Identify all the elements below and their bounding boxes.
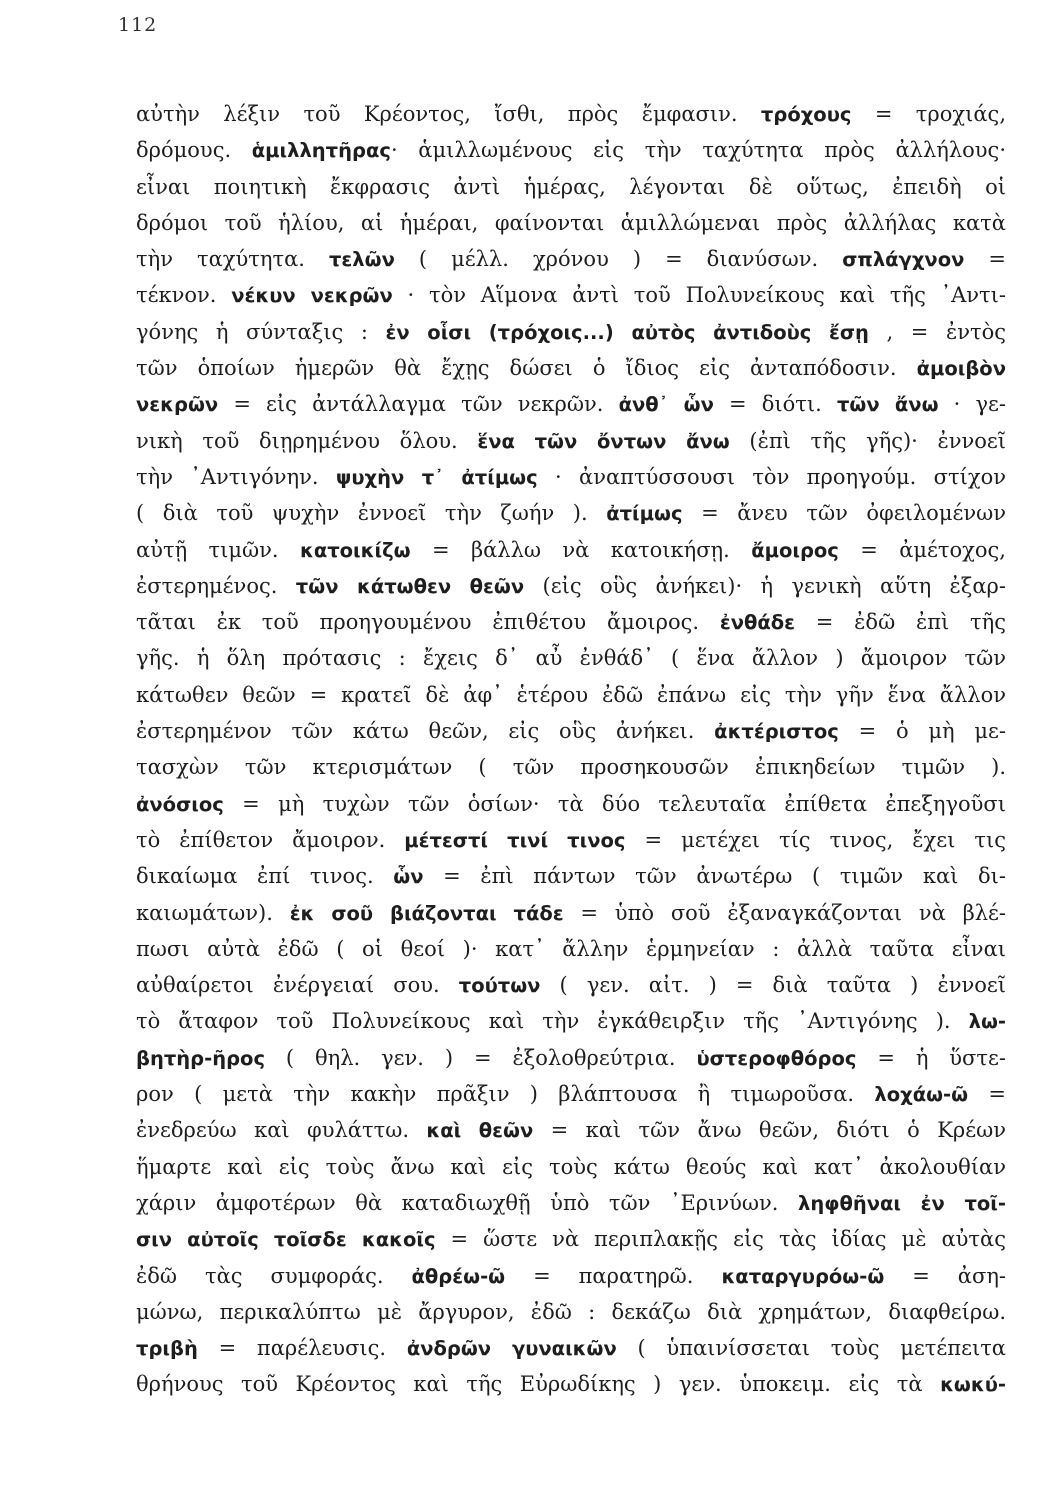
text-line [136, 1258, 1006, 1294]
gloss-text: · ἀναπτύσσουσι τὸν προηγούμ. στίχον [537, 464, 1006, 489]
gloss-text: = ἄνευ τῶν ὀφειλομένων [682, 501, 1006, 526]
text-line [136, 132, 1006, 168]
lemma-term: σιν αὐτοῖς τοῖσδε κακοῖς [136, 1228, 436, 1252]
lemma-term: ἀθρέω-ῶ [411, 1264, 506, 1288]
lemma-term: τελῶν [328, 248, 395, 272]
gloss-text: ἥμαρτε καὶ εἰς τοὺς ἄνω καὶ εἰς τοὺς κάτω θεούς καὶ κατ᾽ ἀκολουθίαν [136, 1154, 1006, 1179]
text-line [136, 532, 1006, 568]
gloss-text: γόνης ἡ σύνταξις : [136, 319, 386, 344]
text-line [136, 350, 1006, 386]
gloss-text: τᾶται ἐκ τοῦ προηγουμένου ἐπιθέτου ἄμοιρος. [136, 610, 720, 635]
gloss-text: = ἐπὶ πάντων τῶν ἀνωτέρω ( τιμῶν καὶ δι- [423, 864, 1006, 889]
text-line [136, 858, 1006, 894]
lemma-term: τῶν κάτωθεν θεῶν [295, 574, 525, 598]
lemma-term: ἄμοιρος [751, 538, 839, 562]
gloss-text: ἐστερημένος. [136, 573, 296, 598]
lemma-term: καταργυρόω-ῶ [721, 1264, 885, 1288]
text-line [136, 822, 1006, 858]
gloss-text: αὐτῇ τιμῶν. [136, 537, 300, 562]
gloss-text: = διότι. [713, 392, 837, 417]
lemma-term: ὧν [393, 865, 424, 889]
lemma-term: κατοικίζω [299, 538, 411, 562]
lemma-term: βητὴρ-ῆρος [136, 1046, 266, 1070]
gloss-text: μώνω, περικαλύπτω μὲ ἄργυρον, ἐδῶ : δεκάζω διὰ χρημάτων, διαφθείρω. [136, 1299, 1006, 1324]
lemma-term: καὶ θεῶν [426, 1119, 534, 1143]
text-line [136, 1076, 1006, 1112]
gloss-text: κάτωθεν θεῶν = κρατεῖ δὲ ἀφ᾽ ἑτέρου ἐδῶ ἐπάνω εἰς τὴν γῆν ἕνα ἄλλον [136, 682, 1006, 707]
commentary-text [136, 96, 1006, 1403]
gloss-text: ἐστερημένον τῶν κάτω θεῶν, εἰς οὓς ἀνήκει. [136, 719, 715, 744]
text-line [136, 423, 1006, 459]
lemma-term: ἀτίμως [606, 502, 683, 526]
gloss-text: = παρέλευσις. [197, 1336, 407, 1361]
gloss-text: τῶν ὁποίων ἡμερῶν θὰ ἔχῃς δώσει ὁ ἴδιος εἰς ἀνταπόδοσιν. [136, 356, 917, 381]
gloss-text: (ἐπὶ τῆς γῆς)· ἐννοεῖ [729, 428, 1006, 453]
text-line [136, 314, 1006, 350]
page-number: 112 [118, 14, 158, 36]
lemma-term: ἕνα τῶν ὄντων ἄνω [477, 429, 730, 453]
gloss-text: = μετέχει τίς τινος, ἔχει τις [625, 827, 1006, 852]
gloss-text: τέκνον. [136, 283, 232, 308]
lemma-term: ἀκτέριστος [714, 720, 839, 744]
gloss-text: δικαίωμα ἐπί τινος. [136, 864, 394, 889]
gloss-text: = τροχιάς, [851, 102, 1006, 126]
gloss-text: ρον ( μετὰ τὴν κακὴν πρᾶξιν ) βλάπτουσα ἢ τιμωροῦσα. [136, 1082, 875, 1107]
lemma-term: νέκυν νεκρῶν [231, 284, 393, 308]
lemma-term: ἐκ σοῦ βιάζονται τάδε [289, 901, 564, 925]
gloss-text: = παρατηρῶ. [505, 1263, 722, 1288]
gloss-text: ( γεν. αἰτ. ) = διὰ ταῦτα ) ἐννοεῖ [540, 973, 1006, 998]
text-line [136, 967, 1006, 1003]
lemma-term: λοχάω-ῶ [874, 1083, 969, 1107]
gloss-text: , = ἐντὸς [868, 319, 1006, 344]
gloss-text: δρόμοι τοῦ ἡλίου, αἱ ἡμέραι, φαίνονται ἁμιλλώμεναι πρὸς ἀλλήλας κατὰ [136, 210, 1006, 235]
lemma-term: τρόχους [760, 103, 852, 126]
text-line [136, 677, 1006, 713]
gloss-text: = ἡ ὕστε- [856, 1045, 1006, 1070]
lemma-term: νεκρῶν [136, 393, 219, 417]
gloss-text: = [968, 1082, 1006, 1107]
gloss-text: ( ὑπαινίσσεται τοὺς μετέπειτα [616, 1336, 1006, 1361]
lemma-term: κωκύ- [940, 1373, 1006, 1397]
gloss-text: δρόμους. [136, 138, 252, 163]
text-line [136, 749, 1006, 785]
gloss-text: νικὴ τοῦ διῃρημένου ὅλου. [136, 428, 478, 453]
gloss-text: τασχὼν τῶν κτερισμάτων ( τῶν προσηκουσῶν ἐπικηδείων τιμῶν ). [136, 755, 1006, 780]
gloss-text: τὴν ταχύτητα. [136, 247, 329, 272]
lemma-term: ἐνθάδε [719, 611, 796, 635]
text-line [136, 1294, 1006, 1330]
text-line [136, 713, 1006, 749]
gloss-text: αὐτὴν λέξιν τοῦ Κρέοντος, ἴσθι, πρὸς ἔμφασιν. [136, 102, 761, 126]
text-line [136, 459, 1006, 495]
gloss-text: τὸ ἐπίθετον ἄμοιρον. [136, 827, 405, 852]
text-line [136, 786, 1006, 822]
gloss-text: ἐδῶ τὰς συμφοράς. [136, 1263, 412, 1288]
gloss-text: = καὶ τῶν ἄνω θεῶν, διότι ὁ Κρέων [533, 1118, 1006, 1143]
text-line [136, 1149, 1006, 1185]
gloss-text: = ἀση- [884, 1263, 1006, 1288]
gloss-text: ἐνεδρεύω καὶ φυλάττω. [136, 1118, 427, 1143]
gloss-text: θρήνους τοῦ Κρέοντος καὶ τῆς Εὐρωδίκης ) γεν. ὑποκειμ. εἰς τὰ [136, 1372, 941, 1397]
gloss-text: = ἀμέτοχος, [838, 537, 1006, 562]
lemma-term: σπλάγχνον [842, 248, 965, 272]
text-line [136, 568, 1006, 604]
text-line [136, 604, 1006, 640]
lemma-term: ληφθῆναι ἐν τοῖ- [798, 1191, 1006, 1215]
text-line [136, 895, 1006, 931]
lemma-term: ἀνδρῶν γυναικῶν [406, 1337, 617, 1361]
text-line [136, 1040, 1006, 1076]
gloss-text: ( θηλ. γεν. ) = ἐξολοθρεύτρια. [265, 1045, 697, 1070]
gloss-text: γῆς. ἡ ὅλη πρότασις : ἔχεις δ᾽ αὖ ἐνθάδ᾽ ( ἕνα ἄλλον ) ἄμοιρον τῶν [136, 646, 1006, 671]
gloss-text: πωσι αὐτὰ ἐδῶ ( οἱ θεοί )· κατ᾽ ἄλλην ἑρμηνείαν : ἀλλὰ ταῦτα εἶναι [136, 936, 1006, 961]
lemma-term: ἐν οἷσι (τρόχοις...) αὐτὸς ἀντιδοὺς ἔσῃ [385, 320, 869, 344]
text-line [136, 1366, 1006, 1402]
text-line [136, 1003, 1006, 1039]
text-line [136, 640, 1006, 676]
gloss-text: · ἁμιλλωμένους εἰς τὴν ταχύτητα πρὸς ἀλλήλους· [390, 138, 1006, 163]
lemma-term: λω- [968, 1010, 1006, 1034]
lemma-term: ἀμοιβὸν [916, 357, 1006, 381]
gloss-text: = ἐδῶ ἐπὶ τῆς [795, 610, 1006, 635]
text-line [136, 169, 1006, 205]
gloss-text: = ὥστε νὰ περιπλακῇς εἰς τὰς ἰδίας μὲ αὐτὰς [435, 1227, 1006, 1252]
gloss-text: = ὁ μὴ με- [838, 719, 1006, 744]
gloss-text: = μὴ τυχὼν τῶν ὁσίων· τὰ δύο τελευταῖα ἐπίθετα ἐπεξηγοῦσι [223, 791, 1006, 816]
lemma-term: ἀνθ᾽ ὧν [618, 393, 714, 417]
text-line [136, 495, 1006, 531]
lemma-term: μέτεστί τινί τινος [404, 828, 626, 852]
lemma-term: ὑστεροφθόρος [696, 1046, 857, 1070]
text-line [136, 205, 1006, 241]
lemma-term: τούτων [458, 974, 541, 998]
gloss-text: = βάλλω νὰ κατοικήσῃ. [410, 537, 752, 562]
gloss-text: (εἰς οὓς ἀνήκει)· ἡ γενικὴ αὕτη ἐξαρ- [524, 573, 1006, 598]
lemma-term: τριβὴ [136, 1337, 198, 1361]
gloss-text: · τὸν Αἵμονα ἀντὶ τοῦ Πολυνείκους καὶ τῆς ᾿Αντι- [392, 283, 1006, 308]
text-line [136, 386, 1006, 422]
text-line [136, 1112, 1006, 1148]
gloss-text: τὴν ᾿Αντιγόνην. [136, 464, 336, 489]
gloss-text: τὸ ἄταφον τοῦ Πολυνείκους καὶ τὴν ἐγκάθειρξιν τῆς ᾿Αντιγόνης ). [136, 1009, 969, 1034]
lemma-term: ψυχὴν τ᾽ ἀτίμως [335, 465, 538, 489]
gloss-text: εἶναι ποιητικὴ ἔκφρασις ἀντὶ ἡμέρας, λέγονται δὲ οὕτως, ἐπειδὴ οἱ [136, 174, 1006, 199]
text-line [136, 1185, 1006, 1221]
text-line [136, 1330, 1006, 1366]
gloss-text: αὐθαίρετοι ἐνέργειαί σου. [136, 973, 459, 998]
gloss-text: = εἰς ἀντάλλαγμα τῶν νεκρῶν. [218, 392, 619, 417]
lemma-term: τῶν ἄνω [836, 393, 939, 417]
gloss-text: ( μέλλ. χρόνου ) = διανύσων. [394, 247, 843, 272]
gloss-text: · γε- [938, 392, 1006, 417]
gloss-text: χάριν ἀμφοτέρων θὰ καταδιωχθῇ ὑπὸ τῶν ᾿Ερινύων. [136, 1190, 798, 1215]
text-line [136, 241, 1006, 277]
lemma-term: ἀνόσιος [136, 792, 224, 816]
gloss-text: ( διὰ τοῦ ψυχὴν ἐννοεῖ τὴν ζωήν ). [136, 501, 607, 526]
text-line [136, 931, 1006, 967]
gloss-text: = ὑπὸ σοῦ ἐξαναγκάζονται νὰ βλέ- [563, 900, 1006, 925]
text-line [136, 277, 1006, 313]
text-line [136, 1221, 1006, 1257]
gloss-text: = [964, 247, 1006, 272]
lemma-term: ἁμιλλητῆρας [251, 139, 391, 163]
gloss-text: καιωμάτων). [136, 900, 290, 925]
text-line [136, 96, 1006, 132]
